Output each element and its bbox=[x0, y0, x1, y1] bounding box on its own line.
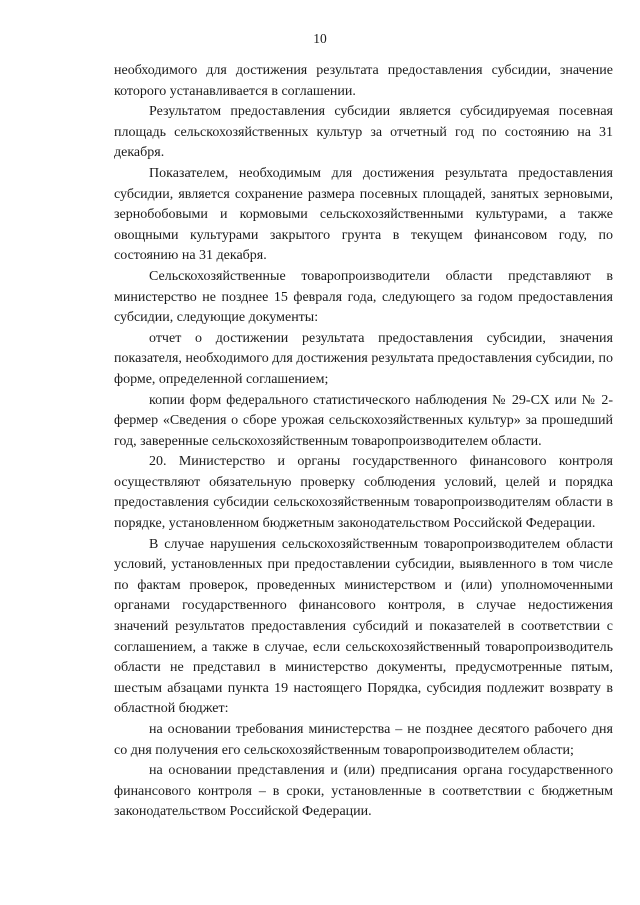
paragraph-violation-refund: В случае нарушения сельскохозяйственным товаропроизводителем области условий, установленных при предоставлении субсидии, выявленного в том числе по фактам проверок, проведенных министерством и (или) уполномоченными органами государственного финансового контроля, в случае недостижения значений результатов предоставления субсидий и показателей в соответствии с соглашением, а также в случае, если сельскохозяйственный товаропроизводитель области не представил в министерство документы, предусмотренные пятым, шестым абзацами пункта 19 настоящего Порядка, субсидия подлежит возврату в областной бюджет: bbox=[114, 536, 613, 717]
paragraph-statistics-copies-item: копии форм федерального статистического наблюдения № 29-СХ или № 2-фермер «Сведения о сборе урожая сельскохозяйственных культур» за прошедший год, заверенные сельскохозяйственным товаропроизводителем области. bbox=[114, 392, 613, 449]
page-number: 10 bbox=[313, 31, 327, 46]
paragraph-report-item: отчет о достижении результата предоставления субсидии, значения показателя, необходимого для достижения результата предоставления субсидии, по форме, определенной соглашением; bbox=[114, 330, 613, 387]
paragraph-continuation: необходимого для достижения результата предоставления субсидии, значение которого устанавливается в соглашении. bbox=[114, 63, 613, 99]
document-body bbox=[114, 61, 613, 823]
paragraph-result-definition: Результатом предоставления субсидии является субсидируемая посевная площадь сельскохозяйственных культур за отчетный год по состоянию на 31 декабря. bbox=[114, 104, 613, 161]
paragraph-documents-submission: Сельскохозяйственные товаропроизводители области представляют в министерство не позднее 15 февраля года, следующего за годом предоставления субсидии, следующие документы: bbox=[114, 268, 613, 326]
paragraph-ministry-demand-item: на основании требования министерства – не позднее десятого рабочего дня со дня получения его сельскохозяйственным товаропроизводителем области; bbox=[114, 722, 613, 758]
paragraph-clause-20: 20. Министерство и органы государственного финансового контроля осуществляют обязательную проверку соблюдения условий, целей и порядка предоставления субсидии сельскохозяйственным товаропроизводителям области в порядке, установленном бюджетным законодательством Российской Федерации. bbox=[114, 454, 613, 532]
paragraph-indicator-definition: Показателем, необходимым для достижения результата предоставления субсидии, является сохранение размера посевных площадей, занятых зерновыми, зернобобовыми и кормовыми сельскохозяйственными культурами, а также овощными культурами закрытого грунта в текущем финансовом году, по состоянию на 31 декабря. bbox=[114, 165, 613, 264]
paragraph-control-body-item: на основании представления и (или) предписания органа государственного финансового контроля – в сроки, установленные в соответствии с бюджетным законодательством Российской Федерации. bbox=[114, 763, 613, 820]
